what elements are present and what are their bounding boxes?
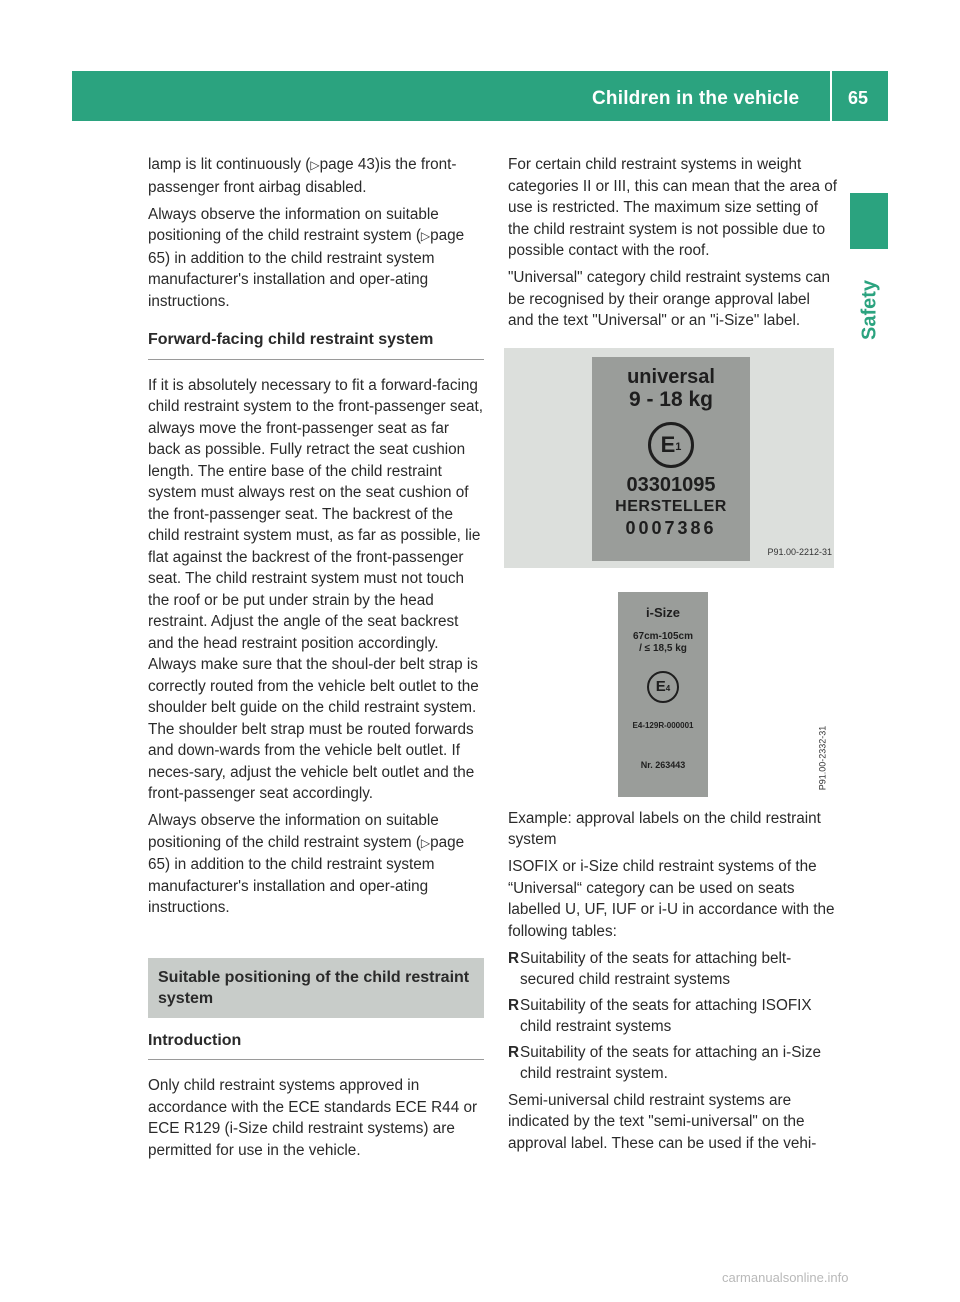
e-mark-icon: $E_1$ [648, 422, 694, 468]
paragraph: lamp is lit continuously (▷page 43)is the front-passenger front airbag disabled. [148, 156, 457, 196]
left-column [148, 154, 484, 1167]
side-tab-label: Safety [858, 279, 881, 341]
list-item: R Suitability of the seats for attaching belt-secured child restraint systems [508, 949, 792, 988]
side-tab-label-wrap [855, 270, 885, 350]
list-item: R Suitability of the seats for attaching ISOFIX child restraint systems [508, 996, 812, 1035]
list-item: R Suitability of the seats for attaching an i-Size child restraint system. [508, 1043, 822, 1082]
e-mark-icon: E4 [647, 671, 679, 703]
page-ref-arrow-icon: ▷ [420, 835, 431, 850]
label-text: 67cm-105cm [632, 631, 694, 642]
figure-caption: Example: approval labels on the child restraint system [508, 809, 821, 848]
paragraph: Only child restraint systems approved in accordance with the ECE standards ECE R44 or ECE R129 (i-Size child restraint systems) are permitted for use in the vehicle. [148, 1077, 478, 1159]
universal-approval-label-image [504, 348, 834, 568]
universal-label [592, 357, 750, 561]
page-ref-link[interactable]: page 65) in addition to the child restraint system manufacturer's installation and oper-ating instructions. [148, 833, 465, 916]
label-text: 9 - 18 kg [628, 387, 714, 411]
isize-label [618, 592, 708, 797]
right-column [508, 154, 838, 1160]
subheading-forward-facing: Forward-facing child restraint system [148, 331, 434, 348]
header-divider [830, 71, 832, 121]
subheading-introduction: Introduction [148, 1031, 242, 1049]
bullet-icon: R [508, 1043, 520, 1061]
paragraph: Always observe the information on suitable positioning of the child restraint system (▷page 65) in addition to the child restraint system manufacturer's installation and oper-ating instructions. [148, 812, 465, 916]
page-number: 65 [848, 88, 869, 108]
paragraph: If it is absolutely necessary to fit a forward-facing child restraint system to the front-passenger seat, always move the front-passenger seat as far back as possible. Fully retract the seat cushion length. The entire base of the child restraint system must always rest on the seat cushion of the front-passenger seat. The backrest of the child restraint system must, as far as possible, lie flat against the backrest of the front-passenger seat. The child restraint system must not touch the roof or be put under strain by the head restraint. Adjust the angle of the seat backrest and the head restraint position accordingly. Always make sure that the shoul-der belt strap is correctly routed from the vehicle belt outlet to the shoulder belt guide on the child restraint system. The shoulder belt strap must be routed forwards and down-wards from the vehicle belt outlet. If neces-sary, adjust the vehicle belt outlet and the front-passenger seat accordingly. [148, 376, 483, 802]
page-ref-arrow-icon: ▷ [310, 158, 320, 172]
label-text: i-Size [646, 604, 680, 620]
page-ref-link[interactable]: page 65) in addition to the child restraint system manufacturer's installation and oper-ating instructions. [148, 227, 465, 310]
page-ref-link[interactable]: page 43)is the front-passenger front airbag disabled. [148, 156, 457, 196]
divider [148, 359, 484, 360]
image-reference: P91.00-2212-31 [767, 547, 832, 557]
paragraph: For certain child restraint systems in weight categories II or III, this can mean that the area of use is restricted. The maximum size setting of the child restraint system is not possible due to possible contact with the roof. [508, 156, 838, 259]
label-text: / ≤ 18,5 kg [639, 643, 687, 654]
divider [148, 1059, 484, 1060]
paragraph: Semi-universal child restraint systems are indicated by the text "semi-universal" on the approval label. These can be used if the vehi- [508, 1091, 817, 1152]
label-text: HERSTELLER [615, 497, 727, 515]
side-tab-marker [850, 193, 888, 249]
image-reference: P91.00-2332-31 [817, 725, 828, 790]
label-text: 0007386 [625, 517, 717, 538]
section-title: Suitable positioning of the child restraint system [148, 958, 484, 1018]
chapter-title: Children in the vehicle [592, 88, 800, 109]
watermark: carmanualsonline.info [722, 1270, 849, 1285]
paragraph: ISOFIX or i-Size child restraint systems of the “Universal“ category can be used on seats labelled U, UF, IUF or i-U in accordance with the following tables: [508, 858, 835, 940]
bullet-icon: R [508, 949, 520, 967]
paragraph: "Universal" category child restraint systems can be recognised by their orange approval label and the text "Universal" or an "i-Size" label. [508, 269, 831, 329]
bullet-list [508, 948, 838, 1085]
paragraph: Always observe the information on suitable positioning of the child restraint system (▷page 65) in addition to the child restraint system manufacturer's installation and oper-ating instructions. [148, 205, 465, 310]
label-text: 03301095 [626, 473, 716, 496]
label-text: E4-129R-000001 [632, 721, 694, 730]
isize-approval-label-image [504, 588, 834, 800]
bullet-icon: R [508, 996, 520, 1014]
page-ref-arrow-icon: ▷ [420, 229, 431, 243]
label-text: universal [627, 365, 715, 388]
label-text: Nr. 263443 [640, 759, 686, 770]
